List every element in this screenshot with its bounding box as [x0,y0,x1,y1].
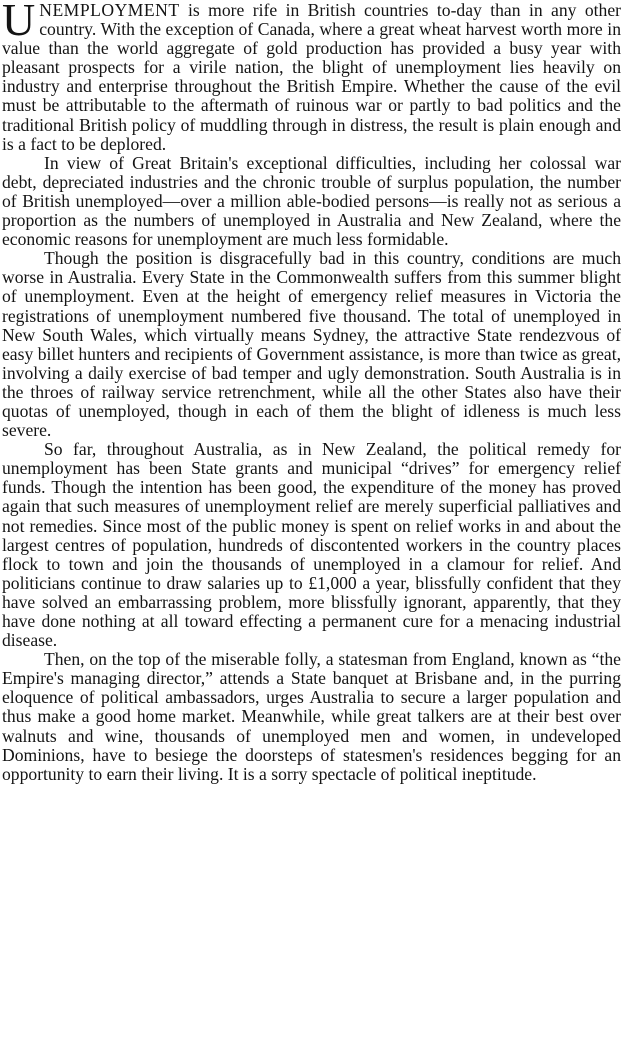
article-paragraph-2: In view of Great Britain's exceptional difficulties, including her colossal war debt, depreciated industries and the chronic trouble of surplus population, the number of British unemployed—over a million able-bodied persons—is really not as serious a proportion as the numbers of unemployed in Australia and New Zealand, where the economic reasons for unemployment are much less formidable. [2,152,621,250]
drop-cap: U [2,0,36,45]
article-paragraph-4: So far, throughout Australia, as in New Zealand, the political remedy for unemployment has been State grants and municipal “drives” for emergency relief funds. Though the intention has been good, the expenditure of the money has proved again that such measures of unemployment relief are merely superficial palliatives and not remedies. Since most of the public money is spent on relief works in and about the largest centres of population, hundreds of discontented workers in the country places flock to town and join the thousands of unemployed in a clamour for relief. And politicians continue to draw salaries up to £1,000 a year, blissfully confident that they have solved an embarrassing problem, more blissfully ignorant, apparently, that they have done nothing at all toward effecting a permanent cure for a menacing industrial disease. [2,439,621,651]
article-paragraph-5: Then, on the top of the miserable folly, a statesman from England, known as “the Empire's managing director,” attends a State banquet at Brisbane and, in the purring eloquence of political ambassadors, urges Australia to secure a larger population and thus make a good home market. Meanwhile, while great talkers are at their best over walnuts and wine, thousands of unemployed men and women, in undeveloped Dominions, have to besiege the doorsteps of statesmen's residences begging for an opportunity to earn their living. It is a sorry spectacle of political ineptitude. [2,649,621,784]
article-paragraph-3: Though the position is disgracefully bad in this country, conditions are much worse in Australia. Every State in the Commonwealth suffers from this summer blight of unemployment. Even at the height of emergency relief measures in Victoria the registrations of unemployment numbered five thousand. The total of unemployed in New South Wales, which virtually means Sydney, the attractive State rendezvous of easy billet hunters and recipients of Government assistance, is more than twice as great, involving a daily exercise of bad temper and ugly demonstration. South Australia is in the throes of railway service retrenchment, while all the other States also have their quotas of unemployed, though in each of them the blight of idleness is much less severe. [2,248,621,441]
lead-caps: NEMPLOYMENT [39,0,180,20]
paragraph-1-text: is more rife in British countries to-day than in any other country. With the exception of Canada, where a great wheat harvest worth more in value than the world aggregate of gold production has provided a busy year with pleasant prospects for a virile nation, the blight of unemployment lies heavily on industry and enterprise throughout the British Empire. Whether the cause of the evil must be attributable to the aftermath of ruinous war or partly to bad politics and the traditional British policy of muddling through in distress, the result is plain enough and is a fact to be deplored. [2,0,621,154]
article-paragraph-1 [2,1,621,154]
